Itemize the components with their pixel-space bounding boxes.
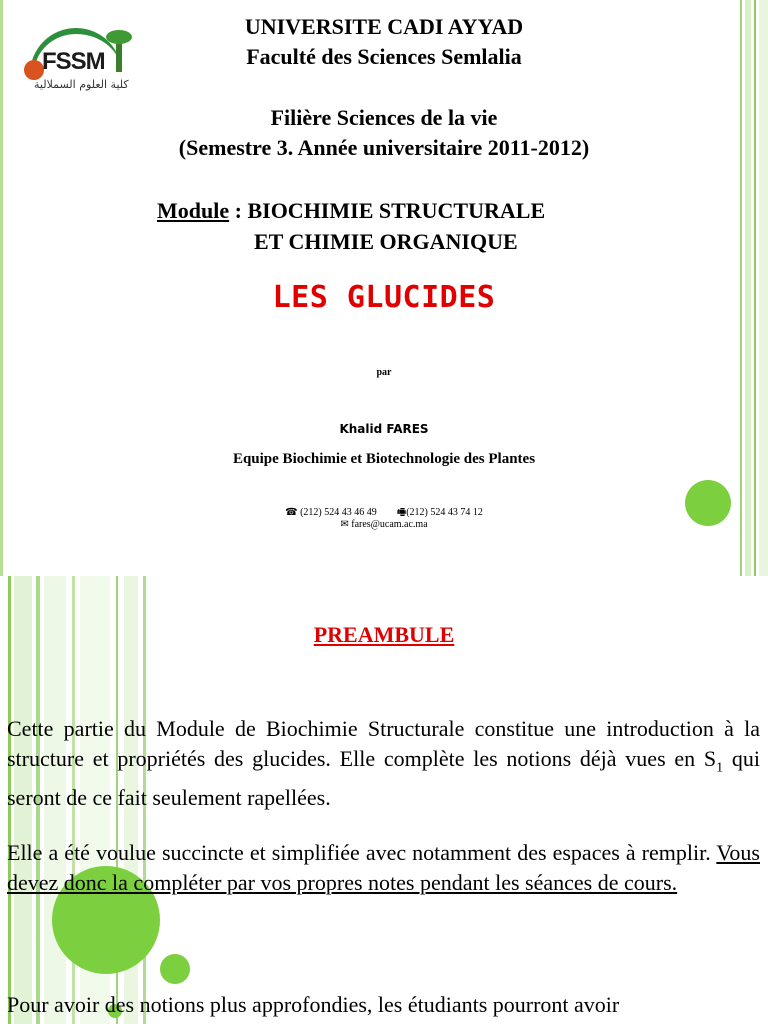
email-icon: ✉ <box>340 519 349 530</box>
p1-text: Cette partie du Module de Biochimie Structurale constitue une introduction à la structure et propriétés des glucides. Elle complète les notions déjà vues en S <box>7 716 760 771</box>
faculty-name: Faculté des Sciences Semlalia <box>246 44 522 69</box>
preambule-paragraph-1 <box>7 714 760 813</box>
contact-email <box>0 519 768 531</box>
p1-subscript: 1 <box>716 760 724 776</box>
fax-number: (212) 524 43 74 12 <box>406 507 483 518</box>
module-name-line2: ET CHIMIE ORGANIQUE <box>254 229 518 254</box>
decorative-circle <box>685 480 731 526</box>
course-title: LES GLUCIDES <box>272 280 496 315</box>
module-name-line1: BIOCHIMIE STRUCTURALE <box>247 198 546 223</box>
program-info <box>0 103 768 163</box>
preambule-paragraph-2 <box>7 838 760 898</box>
fax-icon: 🖷 <box>396 507 407 518</box>
filiere-name: Filière Sciences de la vie <box>270 105 498 130</box>
decorative-circle <box>160 954 190 984</box>
preambule-heading: PREAMBULE <box>313 622 455 647</box>
author-name: Khalid FARES <box>339 422 429 436</box>
logo-text: FSSM <box>42 48 105 75</box>
preambule-paragraph-3: Pour avoir des notions plus approfondies, les étudiants pourront avoir <box>7 992 620 1017</box>
logo-arabic-text: كلية العلوم السملالية <box>34 78 129 91</box>
module-title <box>157 195 545 257</box>
phone-number: (212) 524 43 46 49 <box>300 507 377 518</box>
p2-underlined-text: Vous devez donc la compléter par vos propres notes pendant les séances de cours. <box>7 840 760 895</box>
contact-phone-fax <box>0 507 768 519</box>
module-separator: : <box>229 198 248 223</box>
contact-info <box>0 507 768 531</box>
by-label: par <box>376 367 392 378</box>
team-name: Equipe Biochimie et Biotechnologie des Plantes <box>232 451 536 467</box>
university-name: UNIVERSITE CADI AYYAD <box>244 14 524 39</box>
telephone-icon: ☎ <box>285 507 298 518</box>
email-address[interactable]: fares@ucam.ac.ma <box>351 519 428 530</box>
semester-info: (Semestre 3. Année universitaire 2011-2012) <box>178 135 590 160</box>
module-label: Module <box>157 198 230 223</box>
institution-header <box>0 12 768 72</box>
p1-text-end: qui seront de ce fait seulement rapellées. <box>7 746 760 811</box>
p2-text: Elle a été voulue succincte et simplifiée avec notamment des espaces à remplir. <box>7 840 717 865</box>
